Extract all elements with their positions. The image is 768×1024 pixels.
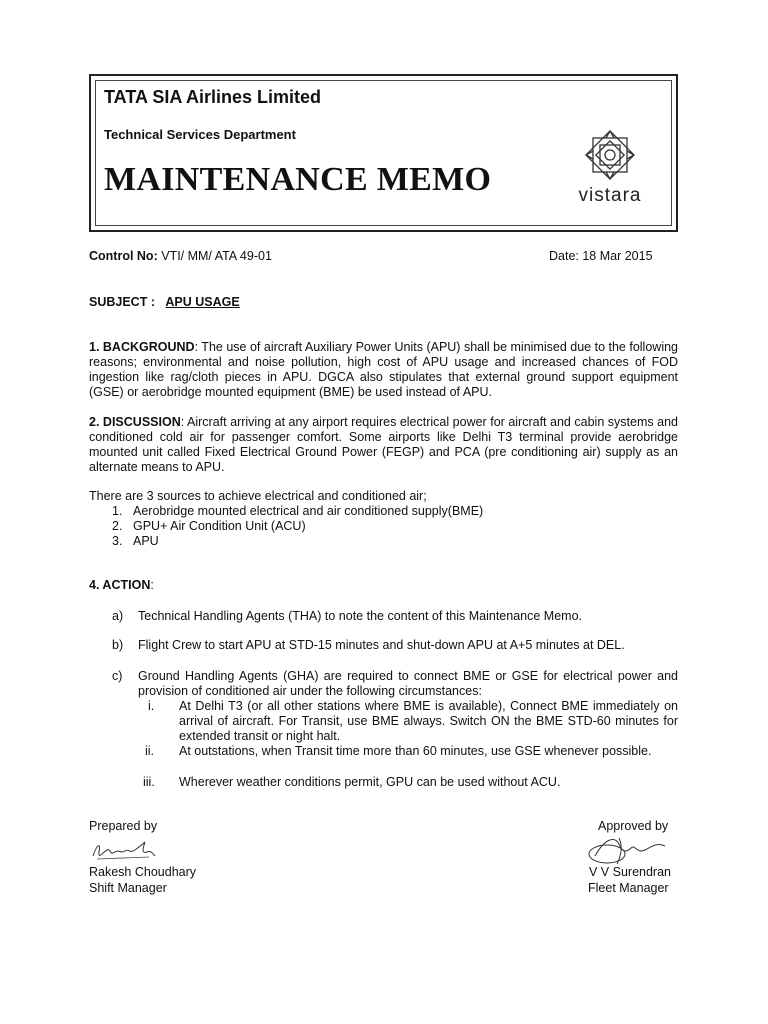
- source-text: APU: [133, 534, 159, 548]
- header-box: [89, 74, 678, 232]
- vistara-emblem-icon: [556, 125, 664, 185]
- subitem-text: Wherever weather conditions permit, GPU can be used without ACU.: [179, 775, 561, 789]
- action-text: Technical Handling Agents (THA) to note the content of this Maintenance Memo.: [138, 609, 582, 623]
- subitem-number: iii.: [143, 775, 155, 789]
- discussion-paragraph: [89, 415, 678, 475]
- source-number: 2.: [112, 519, 123, 533]
- vistara-logo: [556, 125, 676, 215]
- approved-by-label: Approved by: [598, 819, 669, 833]
- source-number: 1.: [112, 504, 123, 518]
- preparer-name: Rakesh Choudhary: [89, 865, 197, 879]
- action-colon: :: [150, 578, 154, 592]
- memo-date: Date: 18 Mar 2015: [549, 249, 653, 263]
- action-heading: [89, 578, 154, 593]
- control-number: [89, 249, 272, 264]
- background-paragraph: [89, 340, 678, 400]
- action-text: Flight Crew to start APU at STD-15 minutes and shut-down APU at A+5 minutes at DEL.: [138, 638, 625, 652]
- action-text: Ground Handling Agents (GHA) are required to connect BME or GSE for electrical power and provision of conditioned air under the following circumstances:: [138, 669, 678, 698]
- action-letter: b): [112, 638, 124, 652]
- header-inner-border: [95, 80, 672, 226]
- preparer-title: Shift Manager: [89, 881, 167, 895]
- subject-line: [89, 295, 240, 310]
- action-letter: c): [112, 669, 123, 683]
- logo-wordmark: vistara: [578, 185, 642, 206]
- prepared-by-label: Prepared by: [89, 819, 158, 833]
- department-name: Technical Services Department: [104, 127, 296, 142]
- subject-label: SUBJECT :: [89, 295, 155, 309]
- preparer-signature: [89, 838, 159, 866]
- sources-intro: There are 3 sources to achieve electrical and conditioned air;: [89, 489, 427, 503]
- subitem-number: ii.: [145, 744, 155, 758]
- control-value: VTI/ MM/ ATA 49-01: [161, 249, 272, 263]
- background-label: 1. BACKGROUND: [89, 340, 195, 354]
- action-label: 4. ACTION: [89, 578, 151, 592]
- control-label: Control No:: [89, 249, 158, 263]
- approver-signature: [575, 834, 675, 868]
- source-text: GPU+ Air Condition Unit (ACU): [133, 519, 306, 533]
- source-number: 3.: [112, 534, 123, 548]
- subitem-text: At Delhi T3 (or all other stations where BME is available), Connect BME immediately on arrival of aircraft. For Transit, use BME always. Switch ON the BME STD-60 minutes for extended transit or night halt.: [179, 699, 678, 743]
- discussion-text: : Aircraft arriving at any airport requires electrical power for aircraft and cabin systems and conditioned cold air for passenger comfort. Some airports like Delhi T3 terminal provide aerobridge mounted unit called Fixed Electrical Ground Power (FEGP) and PCA (pre conditioning air) supply as an alternate means to APU.: [89, 415, 678, 474]
- memo-title: MAINTENANCE MEMO: [104, 161, 492, 198]
- approver-title: Fleet Manager: [588, 881, 669, 895]
- subitem-text: At outstations, when Transit time more than 60 minutes, use GSE whenever possible.: [179, 744, 652, 758]
- approver-name: V V Surendran: [589, 865, 671, 879]
- company-name: TATA SIA Airlines Limited: [104, 87, 322, 107]
- source-text: Aerobridge mounted electrical and air conditioned supply(BME): [133, 504, 484, 518]
- subitem-number: i.: [148, 699, 155, 713]
- discussion-label: 2. DISCUSSION: [89, 415, 181, 429]
- action-letter: a): [112, 609, 124, 623]
- subject-value: APU USAGE: [165, 295, 240, 309]
- background-text: : The use of aircraft Auxiliary Power Units (APU) shall be minimised due to the following reasons; environmental and noise pollution, high cost of APU usage and increased chances of FOD ingestion like rag/cloth pieces in APU. DGCA also stipulates that external ground support equipment (GSE) or aerobridge mounted equipment (BME) be used instead of APU.: [89, 340, 678, 399]
